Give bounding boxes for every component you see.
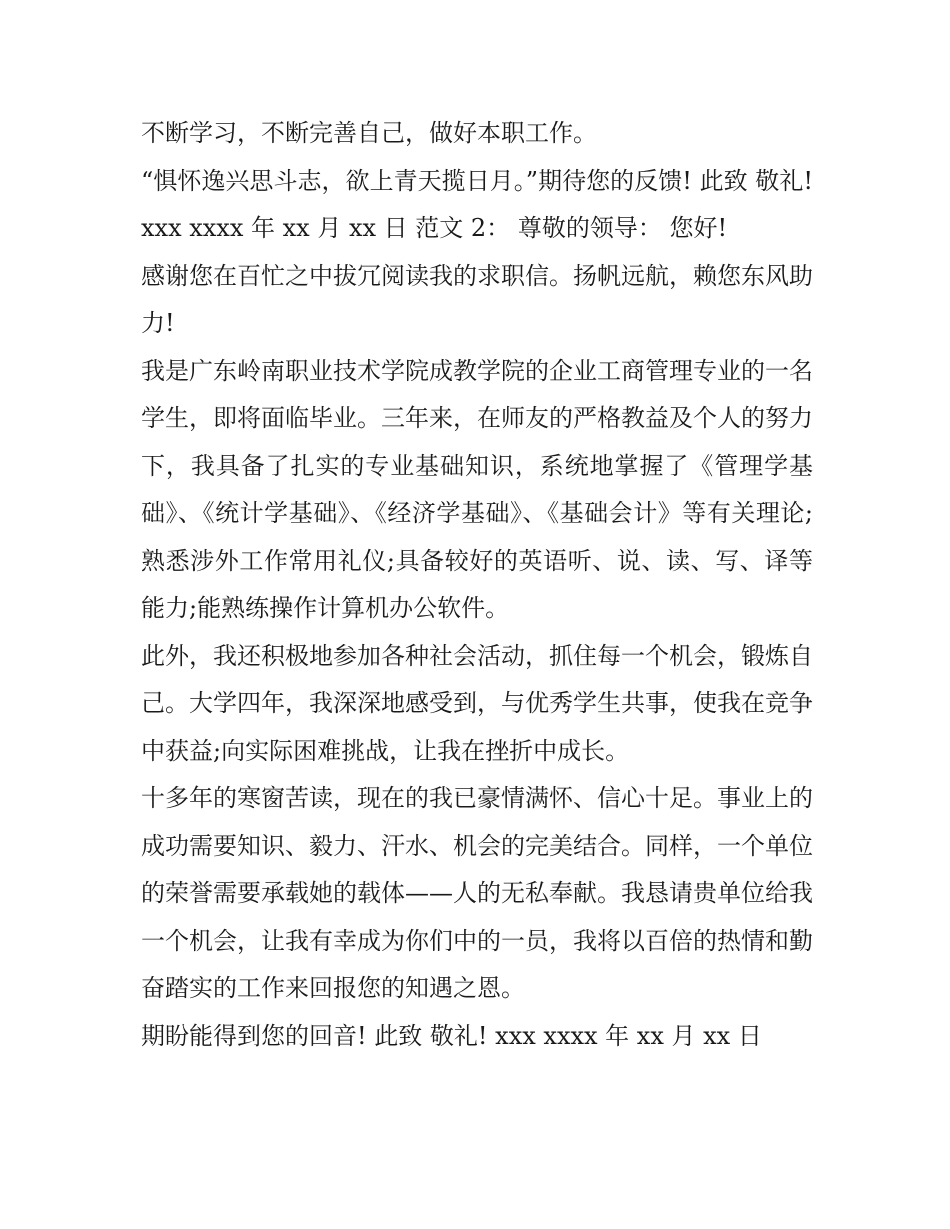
paragraph-sign-off: 期盼能得到您的回音! 此致 敬礼! xxx xxxx 年 xx 月 xx 日 [141, 1021, 762, 1050]
paragraph-closing-line: 不断学习，不断完善自己，做好本职工作。 [141, 119, 597, 147]
paragraph-activities: 此外，我还积极地参加各种社会活动，抓住每一个机会，锻炼自己。大学四年，我深深地感受到，与优秀学生共事，使我在竞争中获益;向实际困难挑战，让我在挫折中成长。 [141, 641, 813, 765]
paragraph-background: 我是广东岭南职业技术学院成教学院的企业工商管理专业的一名学生，即将面临毕业。三年来，在师友的严格教益及个人的努力下，我具备了扎实的专业基础知识，系统地掌握了《管理学基础》、《统计学基础》、《经济学基础》、《基础会计》等有关理论;熟悉涉外工作常用礼仪;具备较好的英语听、说、读、写、译等能力;能熟练操作计算机办公软件。 [141, 356, 813, 622]
document-body [141, 110, 813, 1060]
paragraph-thanks: 感谢您在百忙之中拔冗阅读我的求职信。扬帆远航，赖您东风助力! [141, 261, 813, 337]
paragraph-request: 十多年的寒窗苦读，现在的我已豪情满怀、信心十足。事业上的成功需要知识、毅力、汗水、机会的完美结合。同样，一个单位的荣誉需要承载她的载体——人的无私奉献。我恳请贵单位给我一个机会，让我有幸成为你们中的一员，我将以百倍的热情和勤奋踏实的工作来回报您的知遇之恩。 [141, 784, 813, 1002]
paragraph-quote-and-salutation: “惧怀逸兴思斗志，欲上青天揽日月。”期待您的反馈! 此致 敬礼! xxx xxxx 年 xx 月 xx 日 范文 2： 尊敬的领导： 您好! [141, 166, 813, 242]
